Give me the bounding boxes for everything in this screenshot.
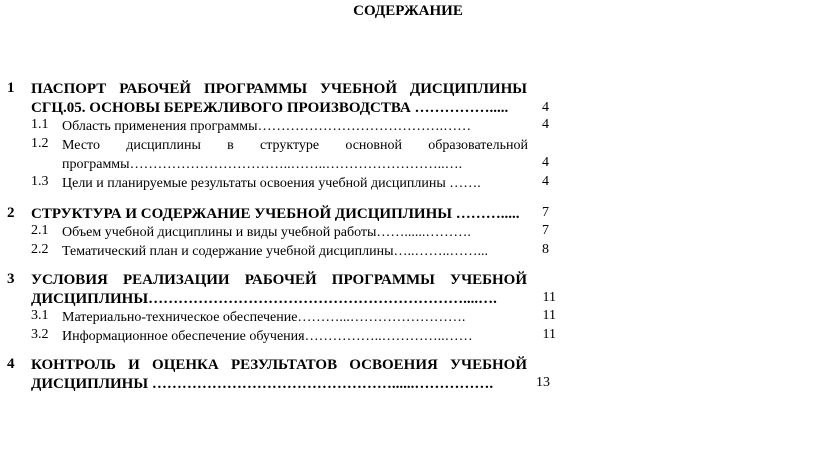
page-number: 11 bbox=[542, 308, 556, 323]
page-number: 4 bbox=[542, 155, 549, 170]
page-number: 11 bbox=[542, 290, 556, 305]
page-number: 7 bbox=[542, 223, 549, 238]
section-heading-line: ДИСЦИПЛИНЫ………………………………………………………....…. bbox=[31, 291, 497, 307]
section-heading-line: УСЛОВИЯ РЕАЛИЗАЦИИ РАБОЧЕЙ ПРОГРАММЫ УЧЕБНОЙ bbox=[31, 272, 527, 288]
subsection-title: Область применения программы………………………………….…… bbox=[62, 119, 472, 134]
subsection-title: Тематический план и содержание учебной дисциплины…..……..……... bbox=[62, 244, 489, 259]
section-heading: СТРУКТУРА И СОДЕРЖАНИЕ УЧЕБНОЙ ДИСЦИПЛИНЫ ………..... bbox=[31, 206, 520, 222]
section-number: 4 bbox=[7, 356, 15, 372]
page-number: 7 bbox=[542, 205, 549, 220]
section-number: 3 bbox=[7, 271, 15, 287]
section-heading-line: СГЦ.05. ОСНОВЫ БЕРЕЖЛИВОГО ПРОИЗВОДСТВА ……………..... bbox=[31, 100, 509, 116]
section-heading-line: КОНТРОЛЬ И ОЦЕНКА РЕЗУЛЬТАТОВ ОСВОЕНИЯ УЧЕБНОЙ bbox=[31, 357, 527, 373]
subsection-title: Информационное обеспечение обучения……………..…………..…… bbox=[62, 329, 473, 344]
subsection-number: 1.1 bbox=[31, 117, 49, 132]
page-title: СОДЕРЖАНИЕ bbox=[353, 3, 463, 19]
section-heading bbox=[31, 355, 527, 375]
subsection-title-line: программы……………………………..……..……………………..…. bbox=[62, 157, 463, 172]
section-heading-line: ПАСПОРТ РАБОЧЕЙ ПРОГРАММЫ УЧЕБНОЙ ДИСЦИПЛИНЫ bbox=[31, 81, 527, 97]
section-heading bbox=[31, 79, 527, 99]
subsection-number: 3.2 bbox=[31, 327, 49, 342]
subsection-title: Материально-техническое обеспечение………...……………………. bbox=[62, 310, 466, 325]
page-number: 4 bbox=[542, 100, 549, 115]
subsection-number: 1.2 bbox=[31, 136, 49, 151]
subsection-title: Цели и планируемые результаты освоения учебной дисциплины ……. bbox=[62, 176, 481, 191]
subsection-title-line: Место дисциплины в структуре основной образовательной bbox=[62, 138, 528, 153]
page-number: 4 bbox=[542, 174, 549, 189]
page-number: 13 bbox=[536, 375, 550, 390]
subsection-title: Объем учебной дисциплины и виды учебной работы……......………. bbox=[62, 225, 471, 240]
subsection-number: 2.1 bbox=[31, 223, 49, 238]
section-number: 1 bbox=[7, 80, 15, 96]
subsection-number: 2.2 bbox=[31, 242, 49, 257]
subsection-number: 1.3 bbox=[31, 174, 49, 189]
subsection-title bbox=[62, 136, 528, 155]
section-heading-line: ДИСЦИПЛИНЫ …………………………………………......……………. bbox=[31, 376, 494, 392]
section-heading bbox=[31, 270, 527, 290]
page-number: 8 bbox=[542, 242, 549, 257]
page-number: 11 bbox=[542, 327, 556, 342]
section-number: 2 bbox=[7, 205, 15, 221]
subsection-number: 3.1 bbox=[31, 308, 49, 323]
page-number: 4 bbox=[542, 117, 549, 132]
